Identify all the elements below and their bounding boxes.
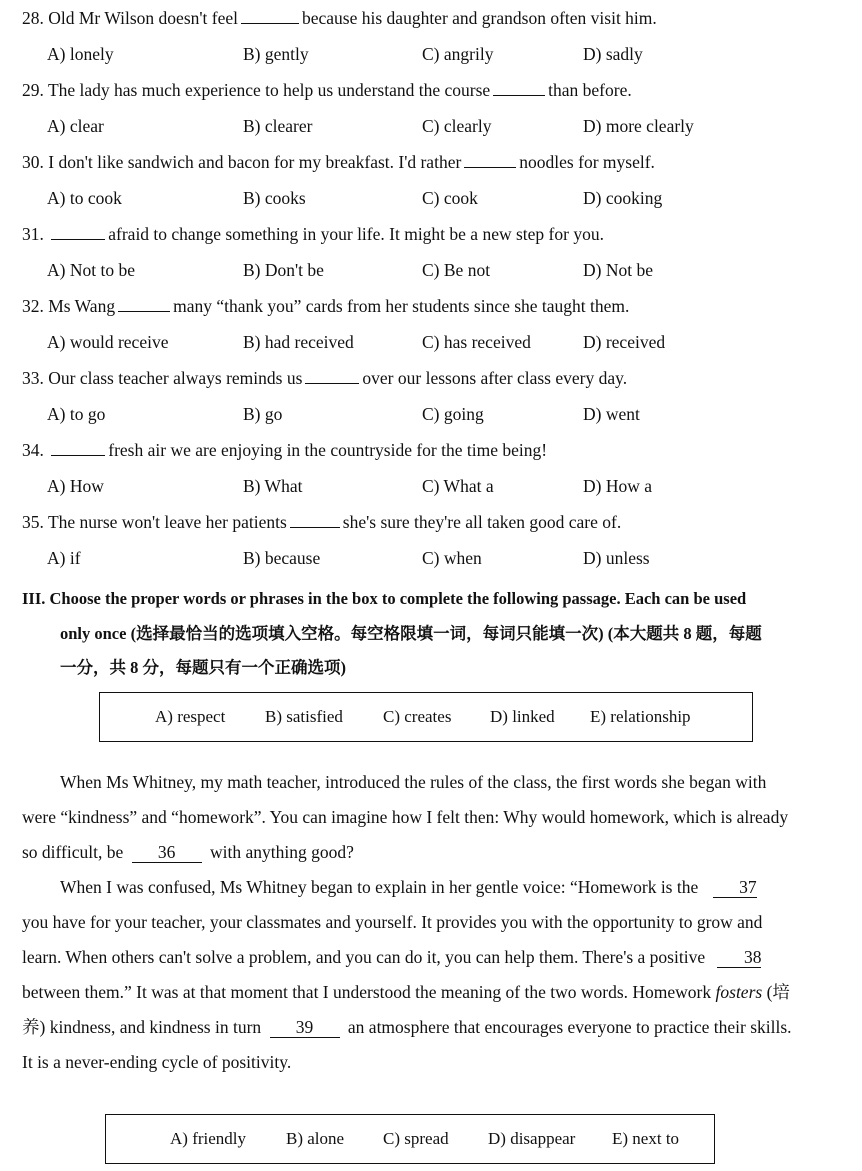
answer-option: D) sadly — [583, 44, 643, 64]
answer-option: D) more clearly — [583, 116, 694, 136]
question-stem — [22, 510, 621, 533]
word-box-1-item: A) respect — [155, 707, 226, 726]
answer-option: B) What — [243, 476, 303, 496]
question-number: 31. — [22, 224, 44, 244]
answer-option: C) Be not — [422, 260, 491, 280]
passage-line — [22, 975, 830, 1010]
question-text-before-blank: Our class teacher always reminds us — [48, 368, 303, 388]
question-stem — [22, 366, 627, 389]
word-box-1-item: C) creates — [383, 707, 452, 726]
answer-option: C) has received — [422, 332, 531, 352]
option-row — [0, 114, 862, 138]
option-row — [0, 402, 862, 426]
question-stem — [22, 438, 547, 461]
passage-text: kindness, and kindness in turn — [49, 1017, 262, 1037]
passage-text: so difficult, be — [22, 842, 124, 862]
question-stem — [22, 222, 604, 245]
answer-blank — [118, 294, 170, 312]
option-row — [0, 330, 862, 354]
answer-option: C) cook — [422, 188, 478, 208]
question-text-before-blank: The lady has much experience to help us understand the course — [47, 80, 491, 100]
answer-option: A) Not to be — [47, 260, 135, 280]
passage-line: It is a never-ending cycle of positivity. — [22, 1052, 292, 1072]
option-row — [0, 186, 862, 210]
passage-line — [22, 940, 830, 975]
blank-37: 37 — [713, 877, 757, 898]
blank-36: 36 — [132, 842, 202, 863]
word-box-2-item: B) alone — [286, 1129, 345, 1148]
answer-blank — [51, 438, 105, 456]
section-3-instruction-line2: only once (选择最恰当的选项填入空格。每空格限填一词，每词只能填一次) (本大题共 8 题，每题 — [60, 624, 762, 643]
question-stem — [22, 6, 657, 29]
passage-italic-word: fosters — [715, 982, 763, 1002]
answer-option: A) clear — [47, 116, 104, 136]
answer-option: D) received — [583, 332, 666, 352]
option-row — [0, 258, 862, 282]
answer-option: B) because — [243, 548, 321, 568]
answer-option: B) go — [243, 404, 283, 424]
word-box-1-item: E) relationship — [590, 707, 691, 726]
answer-blank — [305, 366, 359, 384]
option-row — [0, 474, 862, 498]
answer-option: A) would receive — [47, 332, 169, 352]
passage-text: an atmosphere that encourages everyone to practice their skills. — [347, 1017, 792, 1037]
answer-option: D) unless — [583, 548, 650, 568]
passage-text: with anything good? — [210, 842, 354, 862]
passage-line: you have for your teacher, your classmates and yourself. It provides you with the opportunity to grow and — [22, 912, 763, 932]
question-number: 30. — [22, 152, 44, 172]
word-box-2-item: D) disappear — [488, 1129, 576, 1148]
passage-line: were “kindness” and “homework”. You can imagine how I felt then: Why would homework, which is already — [22, 807, 789, 827]
answer-option: C) going — [422, 404, 484, 424]
question-text-after-blank: fresh air we are enjoying in the countryside for the time being! — [108, 440, 548, 460]
word-box-2-item: A) friendly — [170, 1129, 247, 1148]
passage-text: When I was confused, Ms Whitney began to explain in her gentle voice: “Homework is the — [60, 877, 699, 897]
question-text-after-blank: many “thank you” cards from her students since she taught them. — [173, 296, 630, 316]
passage-line — [22, 835, 830, 870]
question-stem — [22, 78, 632, 101]
answer-option: B) had received — [243, 332, 354, 352]
passage-chinese-gloss: (培 — [766, 982, 790, 1002]
section-3-instruction-line1: III. Choose the proper words or phrases in the box to complete the following passage. Each can be used — [22, 589, 747, 608]
question-text-before-blank: The nurse won't leave her patients — [47, 512, 287, 532]
answer-option: B) Don't be — [243, 260, 324, 280]
passage-line — [22, 870, 830, 905]
answer-blank — [493, 78, 545, 96]
answer-option: C) when — [422, 548, 482, 568]
word-box-1-item: B) satisfied — [265, 707, 343, 726]
answer-option: C) clearly — [422, 116, 492, 136]
answer-option: B) cooks — [243, 188, 306, 208]
word-box-2-item: E) next to — [612, 1129, 680, 1148]
answer-blank — [290, 510, 340, 528]
passage-line — [22, 765, 830, 800]
answer-option: D) Not be — [583, 260, 653, 280]
question-stem — [22, 150, 655, 173]
passage-text: When Ms Whitney, my math teacher, introduced the rules of the class, the first words she began with — [60, 772, 767, 792]
question-text-after-blank: noodles for myself. — [519, 152, 655, 172]
answer-option: B) clearer — [243, 116, 313, 136]
answer-option: C) What a — [422, 476, 494, 496]
question-text-before-blank: I don't like sandwich and bacon for my breakfast. I'd rather — [48, 152, 462, 172]
answer-blank — [464, 150, 516, 168]
answer-option: D) cooking — [583, 188, 663, 208]
question-number: 32. — [22, 296, 44, 316]
question-text-after-blank: over our lessons after class every day. — [362, 368, 628, 388]
answer-option: A) to cook — [47, 188, 122, 208]
passage-line — [22, 1010, 830, 1045]
word-box-2-item: C) spread — [383, 1129, 449, 1148]
question-text-before-blank: Old Mr Wilson doesn't feel — [48, 8, 238, 28]
answer-option: A) to go — [47, 404, 106, 424]
option-row — [0, 546, 862, 570]
word-box-2 — [105, 1114, 715, 1164]
answer-blank — [241, 6, 299, 24]
question-stem — [22, 294, 629, 317]
passage — [22, 765, 830, 1080]
passage-text: learn. When others can't solve a problem, and you can do it, you can help them. There's a positive — [22, 947, 706, 967]
answer-option: D) How a — [583, 476, 653, 496]
word-box-1 — [99, 692, 753, 742]
question-text-after-blank: she's sure they're all taken good care of. — [342, 512, 622, 532]
option-row — [0, 42, 862, 66]
answer-option: A) if — [47, 548, 81, 568]
answer-option: A) lonely — [47, 44, 114, 64]
question-number: 35. — [22, 512, 44, 532]
question-number: 33. — [22, 368, 44, 388]
question-number: 28. — [22, 8, 44, 28]
question-text-after-blank: because his daughter and grandson often visit him. — [302, 8, 657, 28]
blank-39: 39 — [270, 1017, 340, 1038]
question-number: 29. — [22, 80, 44, 100]
answer-option: C) angrily — [422, 44, 494, 64]
answer-option: A) How — [47, 476, 104, 496]
passage-text: between them.” It was at that moment that I understood the meaning of the two words. Homework — [22, 982, 712, 1002]
blank-38: 38 — [717, 947, 761, 968]
answer-option: B) gently — [243, 44, 309, 64]
word-box-1-item: D) linked — [490, 707, 555, 726]
answer-option: D) went — [583, 404, 640, 424]
question-text-after-blank: than before. — [548, 80, 632, 100]
answer-blank — [51, 222, 105, 240]
question-text-before-blank: Ms Wang — [48, 296, 116, 316]
passage-chinese-gloss: 养) — [22, 1017, 46, 1037]
question-number: 34. — [22, 440, 44, 460]
question-text-after-blank: afraid to change something in your life. It might be a new step for you. — [108, 224, 604, 244]
section-3-instruction-line3: 一分，共 8 分，每题只有一个正确选项) — [60, 658, 346, 677]
